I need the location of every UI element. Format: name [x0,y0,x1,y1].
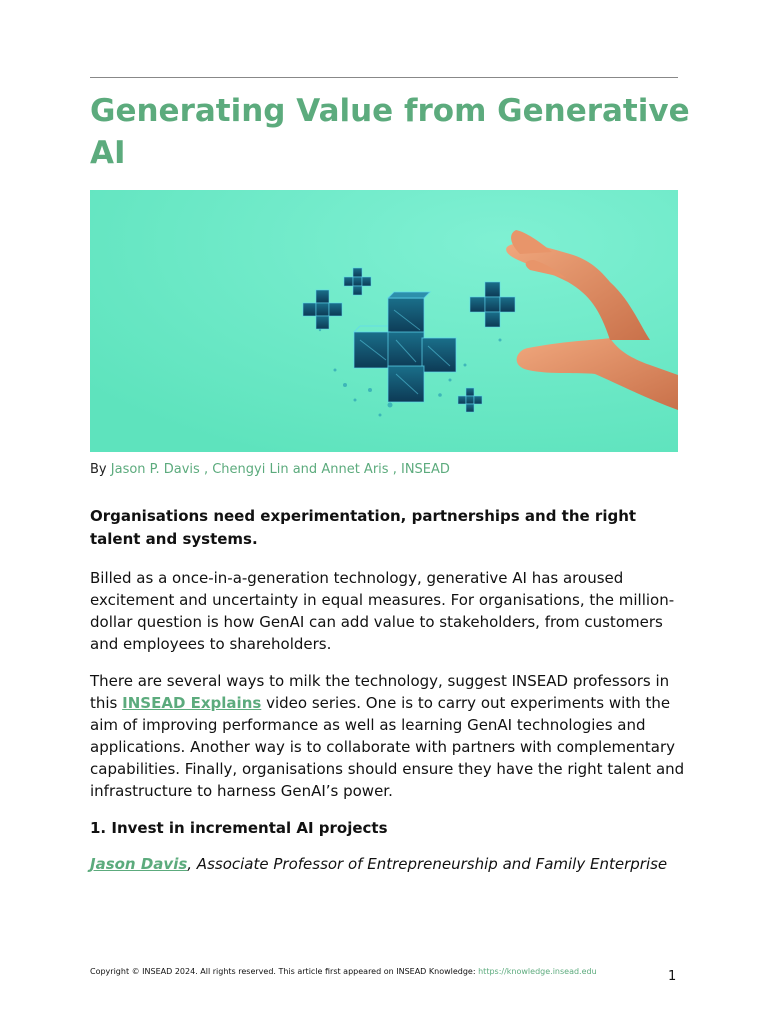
hero-illustration [90,190,678,452]
byline-separator: , [203,462,209,477]
byline [90,461,690,479]
paragraph: Billed as a once-in-a-generation technology, generative AI has aroused excitement and uncertainty in equal measures. For organisations, the million-dollar question is how GenAI can add value to stakeholders, from customers and employees to shareholders. [90,569,675,653]
professor-profile [90,853,710,875]
author-link[interactable]: Jason P. Davis [110,462,200,477]
paragraph-text: video series. One is to carry out experiments with the aim of improving performance as well as learning GenAI technologies and applications. Another way is to collaborate with partners with complementary capabilities. Finally, organisations should ensure they have the right talent and infrastructure to harness GenAI’s power. [90,694,685,800]
insead-explains-link[interactable]: INSEAD Explains [122,694,262,712]
article-lead: Organisations need experimentation, partnerships and the right talent and systems. [90,507,637,548]
hero-image [90,190,678,452]
author-link[interactable]: Annet Aris [321,462,389,477]
byline-affiliation: INSEAD [400,462,450,477]
top-rule [90,77,678,78]
section-heading: 1. Invest in incremental AI projects [90,819,388,837]
paragraph [90,670,690,802]
paragraph-text: There are several ways to milk the technology, suggest INSEAD professors in this [90,672,670,712]
byline-separator: , [392,462,397,477]
professor-role: , Associate Professor of Entrepreneurship and Family Enterprise [187,855,668,873]
footer-copyright [90,966,650,978]
professor-link[interactable]: Jason Davis [90,855,188,873]
knowledge-url-link[interactable]: https://knowledge.insead.edu [478,967,597,976]
copyright-text: Copyright © INSEAD 2024. All rights reserved. This article first appeared on INSEAD Knowledge: [90,967,476,976]
byline-conjunction: and [292,462,318,477]
page-number: 1 [668,969,677,984]
author-link[interactable]: Chengyi Lin [212,462,289,477]
article-title: Generating Value from Generative AI [90,93,690,171]
byline-prefix: By [90,462,107,477]
